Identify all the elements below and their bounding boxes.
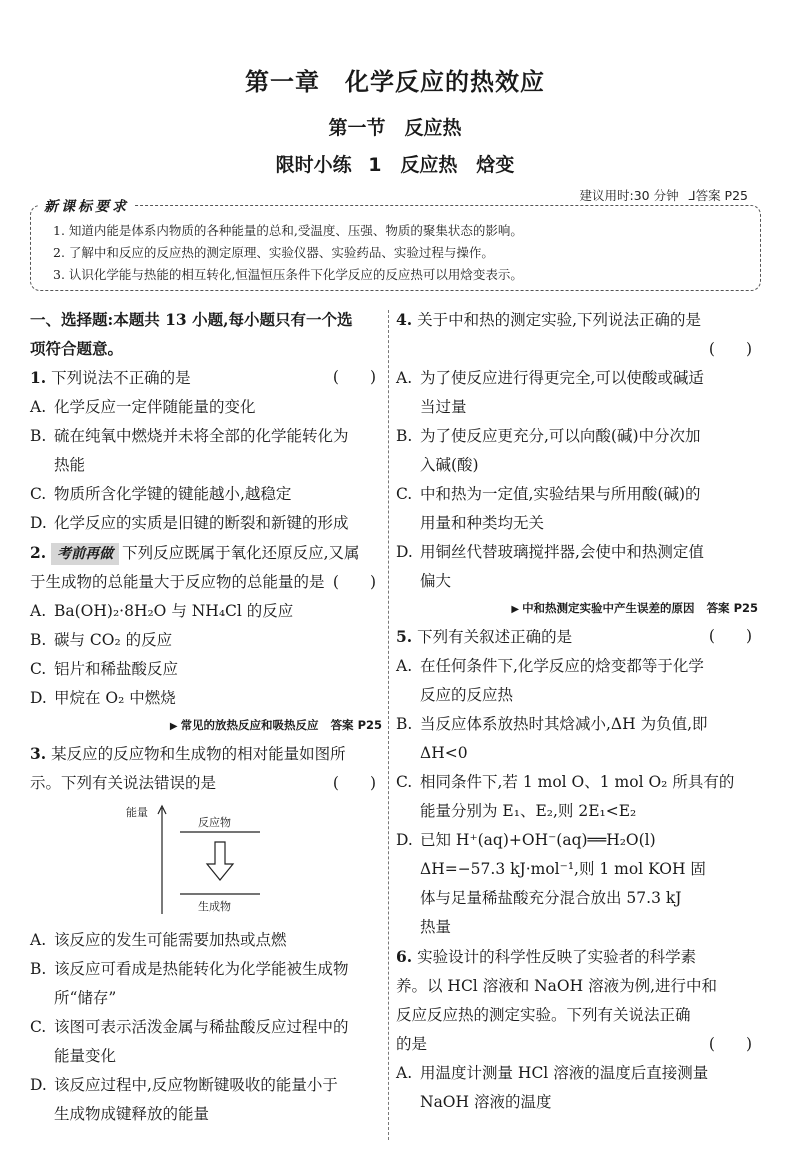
part-title-cont: 项符合题意。 (30, 339, 124, 358)
option-a (396, 364, 758, 393)
option-label: B. (396, 427, 413, 445)
option-a (30, 393, 382, 422)
tip-text: 常见的放热反应和吸热反应 (180, 718, 319, 732)
standard-item-1: 1. 知道内能是体系内物质的各种能量的总和,受温度、压强、物质的聚集状态的影响。 (53, 223, 523, 238)
answer-paren: ( ) (708, 340, 752, 358)
option-b (30, 626, 382, 655)
product-label: 生成物 (198, 900, 231, 913)
part-title: 一、选择题:本题共 13 小题,每小题只有一个选 (30, 310, 353, 329)
option-d-cont: 偏大 (420, 572, 452, 590)
question-3-stem-cont (30, 769, 382, 798)
option-label: A. (396, 657, 413, 675)
option-text: 该反应可看成是热能转化为化学能被生成物 (54, 960, 349, 978)
question-text: 某反应的反应物和生成物的相对能量如图所 (46, 745, 346, 763)
option-label: A. (30, 398, 47, 416)
option-d (30, 1071, 382, 1100)
option-label: C. (30, 485, 47, 503)
question-text: 关于中和热的测定实验,下列说法正确的是 (412, 311, 702, 329)
question-text: 下列反应既属于氧化还原反应,又属 (122, 544, 360, 562)
option-text: 该反应的发生可能需要加热或点燃 (54, 931, 287, 949)
question-number: 1. (30, 368, 47, 387)
option-label: D. (30, 1076, 47, 1094)
option-b-cont: 入碱(酸) (420, 456, 479, 474)
option-text: 为了使反应进行得更完全,可以使酸或碱适 (420, 369, 704, 387)
option-a-cont: NaOH 溶液的温度 (420, 1093, 552, 1111)
energy-axis-label: 能量 (126, 806, 148, 819)
answer-paren: ( ) (708, 627, 752, 645)
option-label: B. (396, 715, 413, 733)
question-text: 于生成物的总能量大于反应物的总能量的是 (30, 573, 325, 591)
answer-paren: ( ) (332, 573, 376, 591)
option-b-cont: ΔH<0 (420, 744, 468, 762)
answer-ref: ⅃答案 P25 (688, 188, 748, 203)
question-text: 下列有关叙述正确的是 (412, 628, 573, 646)
option-text: 中和热为一定值,实验结果与所用酸(碱)的 (420, 485, 701, 503)
question-text: 实验设计的科学性反映了实验者的科学素 (412, 948, 697, 966)
tip-answer-ref: 答案 P25 (330, 718, 382, 732)
option-text: 为了使反应更充分,可以向酸(碱)中分次加 (420, 427, 701, 445)
option-label: D. (30, 514, 47, 532)
left-column (30, 305, 382, 1129)
tip-answer-ref: 答案 P25 (706, 601, 758, 615)
option-b (30, 955, 382, 984)
option-text: 碳与 CO₂ 的反应 (54, 631, 173, 649)
energy-diagram (30, 798, 382, 926)
option-a (30, 597, 382, 626)
option-label: D. (30, 689, 47, 707)
option-label: C. (30, 660, 47, 678)
question-number: 6. (396, 947, 413, 966)
option-b-cont: 热能 (54, 456, 86, 474)
question-number: 3. (30, 744, 47, 763)
option-label: A. (396, 1064, 413, 1082)
option-label: D. (396, 831, 413, 849)
question-3-stem (30, 739, 382, 769)
option-text: 硫在纯氧中燃烧并未将全部的化学能转化为 (54, 427, 349, 445)
option-text: 相同条件下,若 1 mol O、1 mol O₂ 所具有的 (420, 773, 735, 791)
standard-item-3: 3. 认识化学能与热能的相互转化,恒温恒压条件下化学反应的反应热可以用焓变表示。 (53, 267, 523, 282)
option-text: 在任何条件下,化学反应的焓变都等于化学 (420, 657, 704, 675)
option-c-cont: 能量分别为 E₁、E₂,则 2E₁<E₂ (420, 802, 637, 820)
option-d (30, 684, 382, 713)
option-a (30, 926, 382, 955)
question-5-stem (396, 622, 758, 652)
standards-heading: 新课标要求 (38, 196, 135, 216)
question-2-stem (30, 538, 382, 568)
option-label: C. (396, 485, 413, 503)
option-c (396, 768, 758, 797)
standard-item-2: 2. 了解中和反应的反应热的测定原理、实验仪器、实验药品、实验过程与操作。 (53, 245, 494, 260)
option-text: 用铜丝代替玻璃搅拌器,会使中和热测定值 (420, 543, 704, 561)
option-b-cont: 所“储存” (54, 989, 117, 1007)
section-title: 第一节 反应热 (328, 117, 462, 139)
option-d-cont: 生成物成键释放的能量 (54, 1105, 210, 1123)
option-text: 甲烷在 O₂ 中燃烧 (54, 689, 176, 707)
option-label: C. (396, 773, 413, 791)
question-6-stem-cont: 养。以 HCl 溶液和 NaOH 溶液为例,进行中和 (396, 977, 717, 995)
question-6-stem-cont: 反应反应热的测定实验。下列有关说法正确 (396, 1006, 691, 1024)
option-c (30, 1013, 382, 1042)
option-text: 用温度计测量 HCl 溶液的温度后直接测量 (420, 1064, 709, 1082)
question-text: 下列说法不正确的是 (46, 369, 191, 387)
triangle-right-icon: ▶ (169, 721, 178, 732)
option-a (396, 652, 758, 681)
option-label: B. (30, 427, 47, 445)
option-c (30, 655, 382, 684)
option-a (396, 1059, 758, 1088)
question-1-stem (30, 363, 382, 393)
question-4-stem (396, 305, 758, 335)
option-a-cont: 反应的反应热 (420, 686, 514, 704)
option-label: A. (30, 602, 47, 620)
question-6-stem-cont (396, 1030, 758, 1059)
option-b (396, 422, 758, 451)
triangle-right-icon: ▶ (511, 604, 520, 615)
option-a-cont: 当过量 (420, 398, 467, 416)
option-d (396, 538, 758, 567)
standards-box (30, 205, 761, 291)
option-d (30, 509, 382, 538)
option-text: 已知 H⁺(aq)+OH⁻(aq)══H₂O(l) (420, 831, 656, 849)
option-label: D. (396, 543, 413, 561)
option-d-cont: 热量 (420, 918, 452, 936)
option-label: B. (30, 631, 47, 649)
chapter-title: 第一章 化学反应的热效应 (245, 68, 545, 96)
topic-tip (30, 713, 382, 739)
option-b (396, 710, 758, 739)
option-c (30, 480, 382, 509)
option-text: 化学反应的实质是旧键的断裂和新键的形成 (54, 514, 349, 532)
option-d-cont: ΔH=−57.3 kJ·mol⁻¹,则 1 mol KOH 固 (420, 860, 706, 878)
column-divider (388, 310, 389, 1140)
option-text: 铝片和稀盐酸反应 (54, 660, 179, 678)
option-label: A. (30, 931, 47, 949)
review-badge: 考前再做 (51, 543, 119, 565)
question-text: 示。下列有关说法错误的是 (30, 774, 217, 792)
option-b (30, 422, 382, 451)
lesson-title: 限时小练 1 反应热 焓变 (275, 154, 515, 176)
question-number: 4. (396, 310, 413, 329)
option-text: 物质所含化学键的键能越小,越稳定 (54, 485, 292, 503)
option-d-cont: 体与足量稀盐酸充分混合放出 57.3 kJ (420, 889, 682, 907)
option-text: 当反应体系放热时其焓减小,ΔH 为负值,即 (420, 715, 708, 733)
option-c-cont: 能量变化 (54, 1047, 117, 1065)
option-c-cont: 用量和种类均无关 (420, 514, 545, 532)
option-text: 该图可表示活泼金属与稀盐酸反应过程中的 (54, 1018, 349, 1036)
question-2-stem-cont (30, 568, 382, 597)
question-number: 5. (396, 627, 413, 646)
tip-text: 中和热测定实验中产生误差的原因 (522, 601, 695, 615)
suggested-time (580, 186, 748, 204)
suggested-time-text: 建议用时:30 分钟 (579, 188, 679, 203)
option-label: B. (30, 960, 47, 978)
question-number: 2. (30, 543, 47, 562)
reactant-label: 反应物 (198, 816, 231, 829)
option-c (396, 480, 758, 509)
option-label: C. (30, 1018, 47, 1036)
question-6-stem (396, 942, 758, 972)
answer-paren: ( ) (708, 1035, 752, 1053)
option-label: A. (396, 369, 413, 387)
right-column (396, 305, 758, 1117)
question-text: 的是 (396, 1035, 428, 1053)
option-text: 化学反应一定伴随能量的变化 (54, 398, 256, 416)
topic-tip (396, 596, 758, 622)
answer-paren: ( ) (332, 368, 376, 386)
down-arrow-icon (207, 842, 233, 880)
option-d (396, 826, 758, 855)
option-text: 该反应过程中,反应物断键吸收的能量小于 (54, 1076, 338, 1094)
answer-paren: ( ) (332, 774, 376, 792)
option-text: Ba(OH)₂·8H₂O 与 NH₄Cl 的反应 (54, 602, 294, 620)
